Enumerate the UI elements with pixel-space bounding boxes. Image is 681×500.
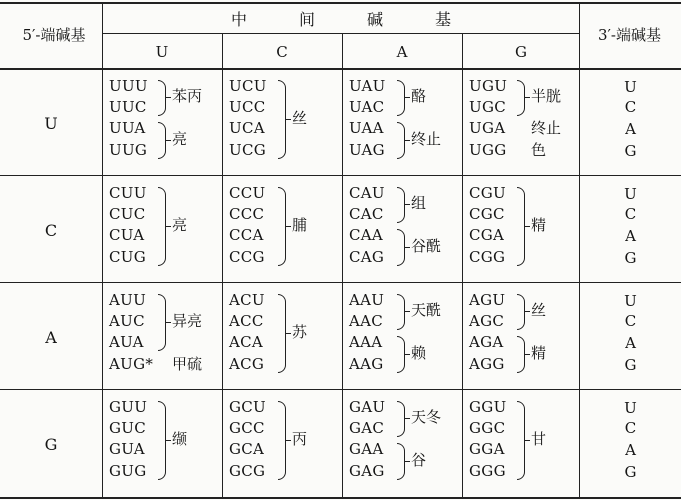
- codon-text: GUC: [109, 418, 147, 437]
- codon-text: ACU: [229, 291, 265, 309]
- codon-text: AUU: [109, 291, 147, 309]
- codon-text: UAA: [349, 119, 384, 137]
- codon-cell: [222, 177, 342, 284]
- codon-text: AAA: [349, 333, 383, 351]
- table-rule-horizontal: [102, 33, 580, 34]
- codon-group-brace-tip: [525, 311, 530, 312]
- codon-text: CUA: [109, 226, 145, 244]
- codon-group-brace: [278, 187, 286, 266]
- amino-acid-label: 天冬: [411, 408, 442, 427]
- codon-cell: [102, 284, 222, 391]
- amino-acid-label: 苏: [292, 323, 308, 341]
- codon-text: AGU: [469, 291, 506, 309]
- codon-text: UCU: [229, 77, 267, 95]
- first-base-label: U: [44, 114, 58, 133]
- codon-text: UGU: [469, 77, 508, 95]
- third-base-label: A: [625, 440, 636, 459]
- third-base-label: U: [624, 77, 637, 96]
- first-base-label: C: [44, 221, 58, 240]
- codon-text: GCC: [229, 418, 265, 437]
- codon-text: ACC: [229, 311, 264, 330]
- codon-group-brace: [397, 401, 405, 437]
- codon-group-brace: [397, 294, 405, 330]
- codon-group-brace: [158, 80, 166, 116]
- codon-text: CCA: [229, 226, 264, 244]
- codon-text: GGA: [469, 440, 505, 458]
- header-col-c: C: [276, 43, 288, 61]
- codon-group-brace: [397, 336, 405, 373]
- codon-group-brace-tip: [166, 140, 171, 141]
- codon-text: AGA: [469, 333, 504, 351]
- codon-text: UCA: [229, 119, 265, 137]
- amino-acid-label: 甲硫: [172, 355, 203, 373]
- amino-acid-label: 精: [531, 216, 547, 234]
- codon-cell: [342, 284, 462, 391]
- codon-group-brace: [397, 187, 405, 223]
- codon-group-brace-tip: [525, 440, 530, 441]
- codon-cell: [222, 70, 342, 177]
- amino-acid-label: 谷酰: [411, 237, 442, 255]
- amino-acid-label: 精: [531, 344, 547, 362]
- codon-cell: [462, 391, 580, 498]
- header-middle-base: [102, 3, 580, 33]
- codon-text: UAU: [349, 77, 386, 95]
- third-base-label: G: [624, 462, 637, 481]
- codon-text: UGG: [469, 141, 507, 159]
- codon-text: GAC: [349, 418, 385, 437]
- header-col-u: U: [155, 43, 169, 61]
- amino-acid-label: 色: [531, 141, 547, 159]
- amino-acid-label: 苯丙: [172, 87, 203, 106]
- codon-group-brace-tip: [166, 322, 171, 323]
- codon-text: GUA: [109, 440, 145, 458]
- amino-acid-label: 亮: [172, 216, 188, 234]
- codon-text: UGA: [469, 119, 506, 137]
- codon-group-brace-tip: [405, 354, 410, 355]
- header-middle-char: 间: [298, 9, 315, 29]
- header-col-a: A: [396, 43, 408, 61]
- codon-group-brace-tip: [405, 311, 410, 312]
- codon-text: CCC: [229, 204, 265, 223]
- codon-group-brace: [278, 80, 286, 159]
- codon-text: GGC: [469, 418, 506, 437]
- codon-text: GGG: [469, 462, 506, 480]
- amino-acid-label: 半胱: [531, 87, 562, 106]
- header-3prime: 3′-端碱基: [597, 25, 662, 44]
- codon-text: CGU: [469, 184, 507, 202]
- codon-text: CGA: [469, 226, 505, 244]
- codon-group-brace: [278, 401, 286, 480]
- codon-group-brace-tip: [286, 440, 291, 441]
- codon-text: CCG: [229, 248, 265, 266]
- third-base-label: A: [625, 226, 636, 245]
- codon-text: CAA: [349, 226, 384, 244]
- third-base-label: C: [624, 98, 637, 116]
- header-middle-char: 碱: [367, 9, 384, 29]
- codon-text: UUG: [109, 141, 148, 159]
- codon-cell: [102, 391, 222, 498]
- codon-group-brace: [158, 187, 166, 266]
- codon-text: CAU: [349, 184, 385, 202]
- header-5prime: 5′-端碱基: [22, 25, 86, 44]
- codon-group-brace: [517, 336, 525, 373]
- codon-text: UUU: [109, 77, 148, 95]
- codon-group-brace-tip: [525, 97, 530, 98]
- codon-text: CCU: [229, 184, 266, 202]
- third-base-label: U: [624, 398, 637, 417]
- codon-text: CGG: [469, 248, 506, 266]
- codon-group-brace-tip: [405, 418, 410, 419]
- third-base-label: C: [624, 312, 637, 330]
- codon-text: GCU: [229, 398, 267, 416]
- codon-text: GGU: [469, 398, 507, 416]
- codon-cell: [342, 177, 462, 284]
- codon-group-brace-tip: [405, 204, 410, 205]
- codon-cell: [222, 391, 342, 498]
- codon-group-brace-tip: [405, 140, 410, 141]
- amino-acid-label: 脯: [292, 216, 308, 234]
- codon-text: AAU: [349, 291, 385, 309]
- codon-text: UUA: [109, 119, 146, 137]
- codon-text: UAC: [349, 97, 385, 116]
- codon-text: AAG: [349, 355, 384, 373]
- codon-group-brace-tip: [286, 226, 291, 227]
- first-base-label: A: [45, 328, 57, 347]
- codon-text: AGG: [469, 355, 505, 373]
- codon-group-brace-tip: [525, 354, 530, 355]
- codon-group-brace-tip: [405, 97, 410, 98]
- codon-group-brace-tip: [286, 119, 291, 120]
- codon-text: AUG*: [109, 355, 154, 373]
- codon-cell: [462, 177, 580, 284]
- codon-text: AGC: [469, 311, 505, 330]
- codon-text: UCG: [229, 141, 267, 159]
- third-base-label: G: [624, 141, 637, 160]
- header-col-g: G: [515, 43, 527, 61]
- codon-group-brace-tip: [405, 461, 410, 462]
- codon-group-brace-tip: [525, 226, 530, 227]
- amino-acid-label: 终止: [531, 119, 562, 137]
- codon-group-brace: [158, 122, 166, 159]
- amino-acid-label: 赖: [411, 344, 427, 362]
- codon-text: GAU: [349, 398, 386, 416]
- codon-group-brace-tip: [166, 440, 171, 441]
- codon-text: GCA: [229, 440, 265, 458]
- codon-group-brace: [517, 294, 525, 330]
- codon-cell: [342, 391, 462, 498]
- codon-group-brace: [397, 229, 405, 266]
- third-base-label: U: [624, 291, 637, 310]
- amino-acid-label: 组: [411, 194, 427, 213]
- amino-acid-label: 亮: [172, 130, 188, 148]
- codon-text: ACA: [229, 333, 264, 351]
- codon-cell: [462, 70, 580, 177]
- codon-cell: [102, 177, 222, 284]
- codon-group-brace-tip: [166, 226, 171, 227]
- header-middle-char: 中: [230, 9, 247, 29]
- amino-acid-label: 缬: [172, 430, 188, 448]
- codon-text: ACG: [229, 355, 265, 373]
- codon-text: GUG: [109, 462, 147, 480]
- amino-acid-label: 天酰: [411, 301, 442, 320]
- codon-text: UAG: [349, 141, 385, 159]
- codon-text: GAA: [349, 440, 384, 458]
- codon-group-brace: [517, 401, 525, 480]
- codon-text: CUG: [109, 248, 147, 266]
- codon-group-brace: [517, 187, 525, 266]
- codon-text: UUC: [109, 97, 147, 116]
- codon-text: GCG: [229, 462, 266, 480]
- amino-acid-label: 丙: [292, 430, 308, 448]
- codon-text: CUC: [109, 204, 146, 223]
- codon-cell: [342, 70, 462, 177]
- third-base-label: G: [624, 355, 637, 374]
- codon-cell: [102, 70, 222, 177]
- codon-group-brace-tip: [286, 333, 291, 334]
- codon-group-brace: [517, 80, 525, 116]
- amino-acid-label: 甘: [531, 430, 547, 448]
- codon-group-brace: [397, 122, 405, 159]
- codon-text: GAG: [349, 462, 385, 480]
- codon-text: CAG: [349, 248, 385, 266]
- codon-cell: [222, 284, 342, 391]
- codon-group-brace-tip: [166, 97, 171, 98]
- codon-text: CAC: [349, 204, 384, 223]
- third-base-label: C: [624, 419, 637, 437]
- codon-text: UGC: [469, 97, 507, 116]
- codon-cell: [462, 284, 580, 391]
- codon-text: AUC: [109, 311, 145, 330]
- codon-group-brace: [397, 443, 405, 480]
- amino-acid-label: 终止: [411, 130, 442, 148]
- codon-group-brace: [278, 294, 286, 373]
- amino-acid-label: 丝: [292, 109, 308, 127]
- codon-group-brace-tip: [405, 247, 410, 248]
- codon-text: AAC: [349, 311, 384, 330]
- amino-acid-label: 谷: [411, 451, 427, 469]
- amino-acid-label: 丝: [531, 301, 547, 320]
- codon-text: AUA: [109, 333, 144, 351]
- codon-text: UCC: [229, 97, 266, 116]
- amino-acid-label: 酪: [411, 87, 427, 106]
- third-base-label: G: [624, 248, 637, 267]
- third-base-label: U: [624, 184, 637, 203]
- third-base-label: A: [625, 333, 636, 352]
- codon-group-brace: [397, 80, 405, 116]
- codon-text: CUU: [109, 184, 147, 202]
- codon-text: CGC: [469, 204, 505, 223]
- codon-group-brace: [158, 401, 166, 480]
- codon-text: GUU: [109, 398, 148, 416]
- third-base-label: A: [625, 119, 636, 138]
- first-base-label: G: [44, 435, 58, 454]
- header-middle-char: 基: [435, 9, 452, 29]
- third-base-label: C: [624, 205, 637, 223]
- amino-acid-label: 异亮: [172, 312, 203, 330]
- codon-group-brace: [158, 294, 166, 351]
